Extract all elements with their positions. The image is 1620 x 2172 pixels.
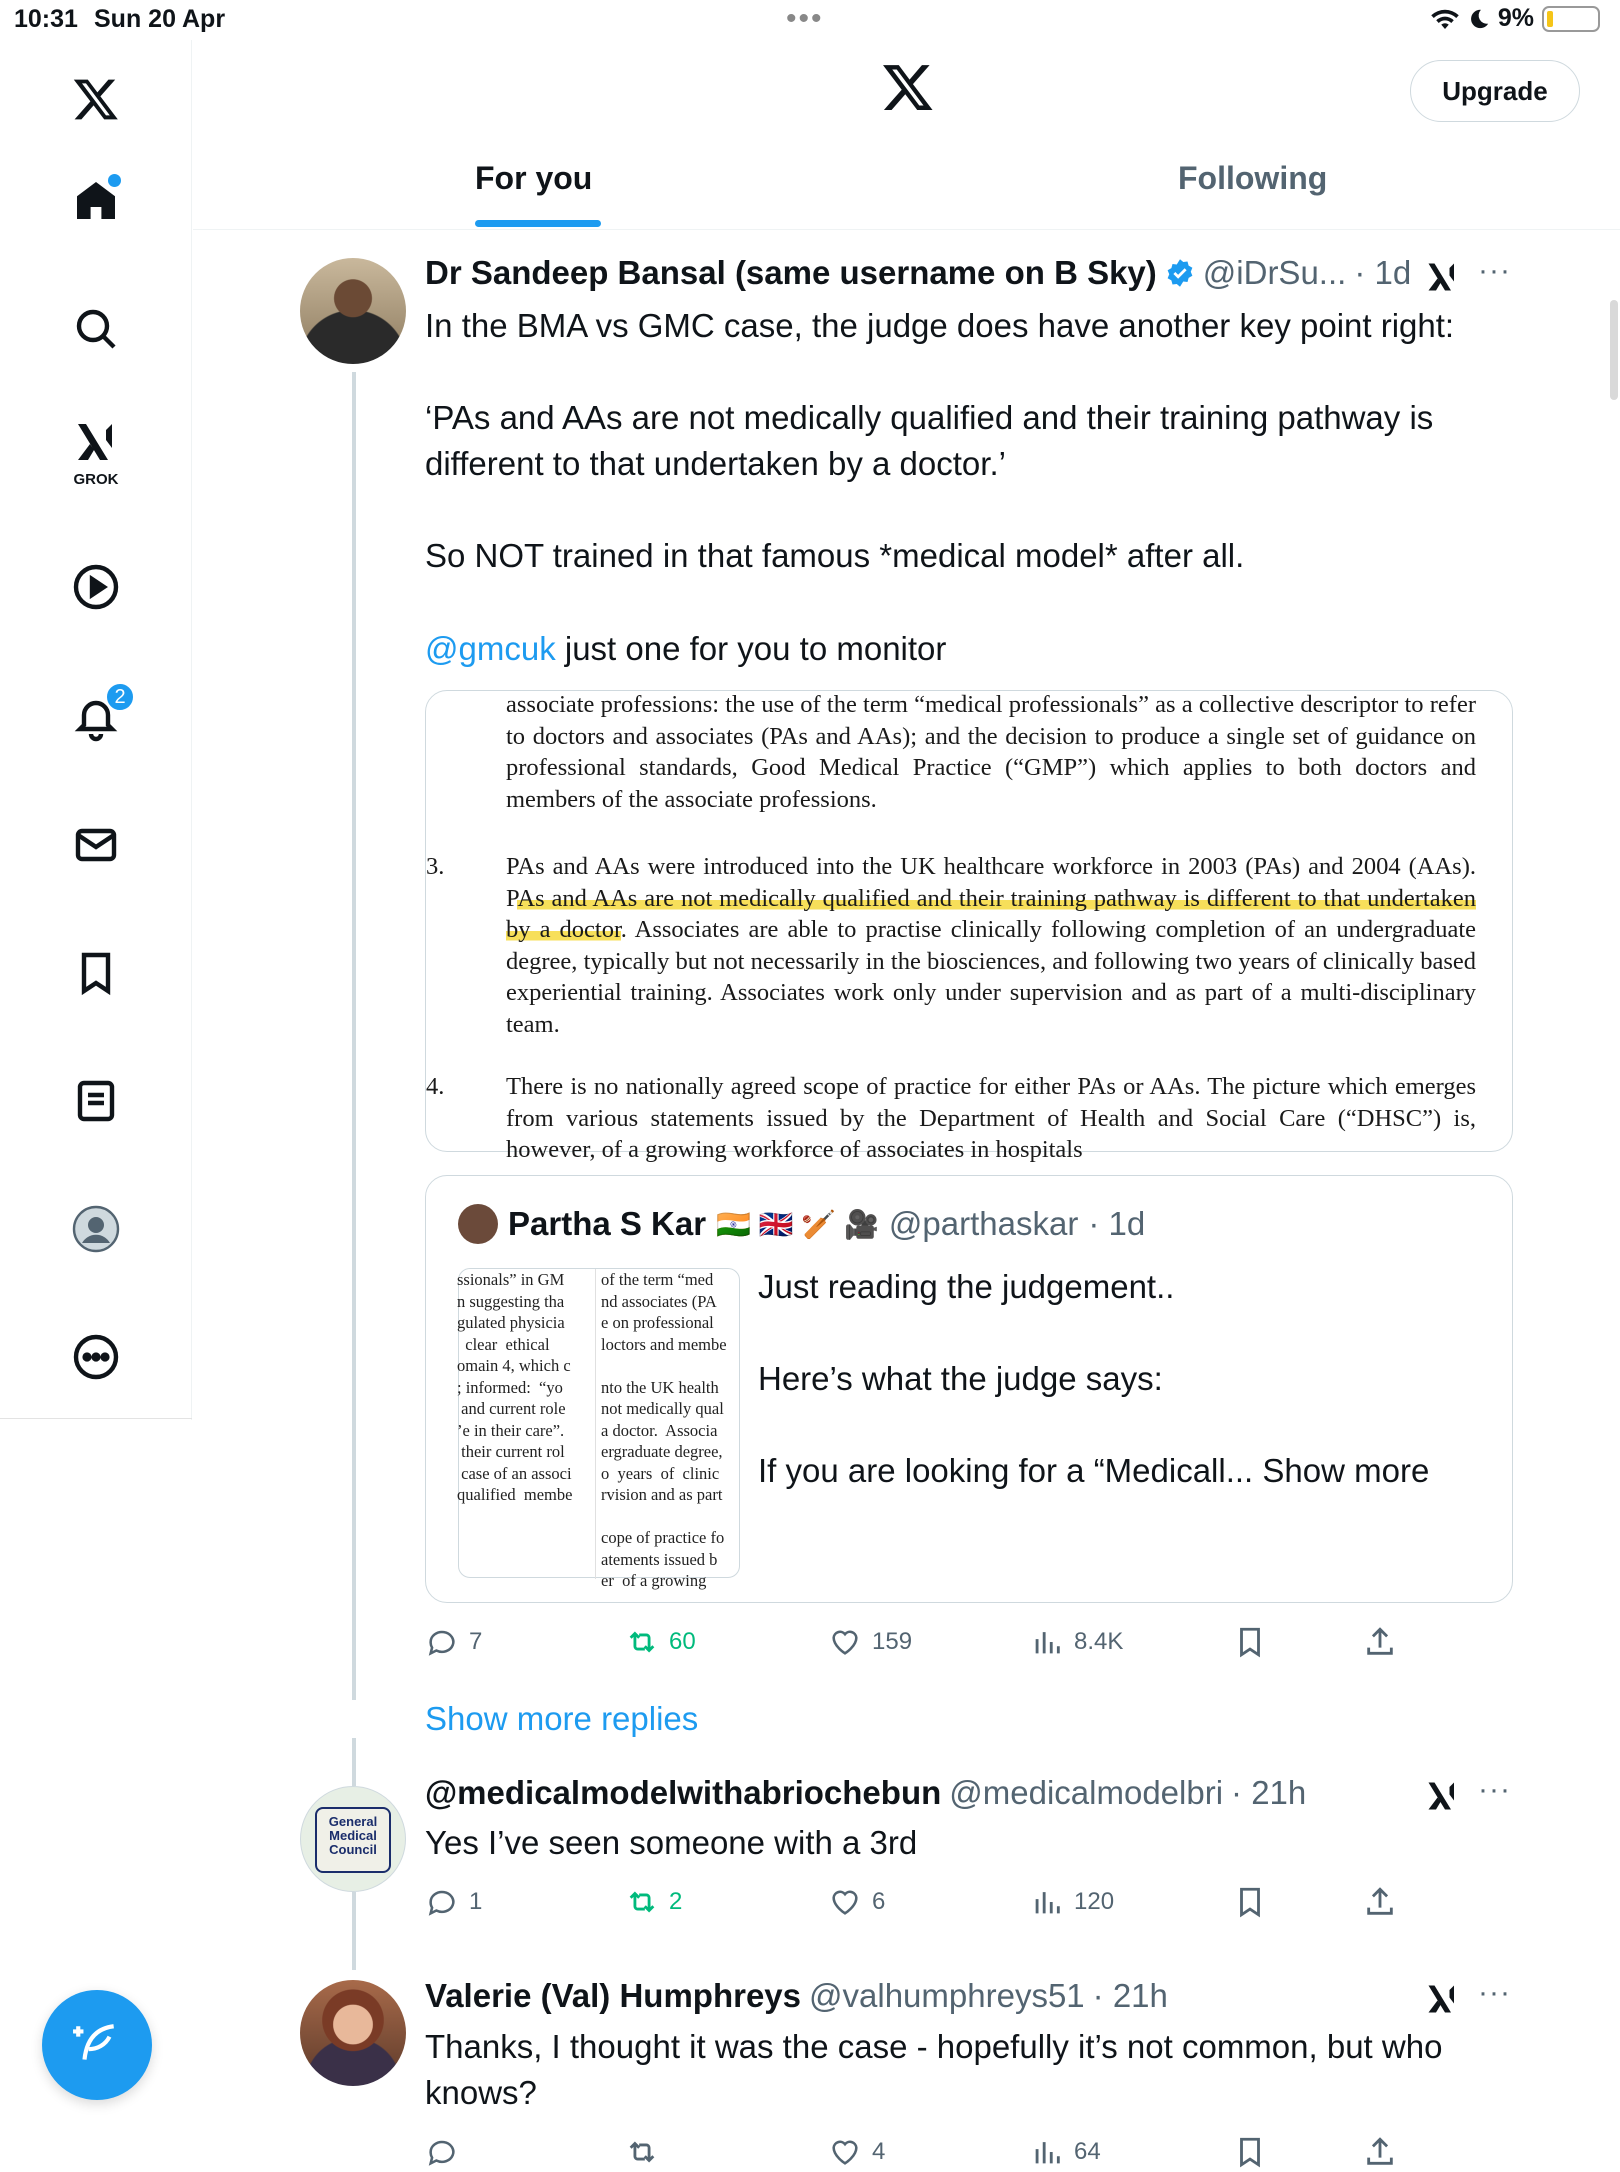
- views-count: 120: [1074, 1888, 1115, 1915]
- author-handle[interactable]: @iDrSu...: [1202, 254, 1347, 291]
- profile-avatar-icon[interactable]: [65, 1198, 127, 1260]
- mention-rest-text: just one for you to monitor: [555, 630, 947, 667]
- views-count: 8.4K: [1074, 1628, 1124, 1655]
- avatar-logo-text: General Medical Council: [315, 1807, 391, 1873]
- doc-paragraph-number: 3.: [426, 853, 445, 880]
- views-button[interactable]: [1030, 1622, 1123, 1662]
- avatar[interactable]: [300, 258, 406, 364]
- repost-icon: [625, 2135, 659, 2169]
- post-actions: [425, 1882, 1425, 1922]
- home-icon[interactable]: [65, 170, 127, 232]
- battery-icon: [1542, 6, 1600, 32]
- thread-line: [352, 1738, 356, 1786]
- x-logo-icon[interactable]: [65, 68, 127, 130]
- tweet-header: [425, 1977, 1168, 2015]
- scrollbar[interactable]: [1610, 300, 1618, 400]
- share-icon: [1363, 1885, 1397, 1919]
- reply-count: 1: [469, 1888, 483, 1915]
- battery-percent: 9%: [1497, 4, 1534, 32]
- grok-icon[interactable]: [65, 420, 127, 488]
- doc-text: . Associates are able to practise clinically following completion of an undergraduate degree, typically but not necessarily in the biosciences, and following two years of clinically based experiential training. Associates work only under supervision and as part of a multi-disciplinary team.: [506, 916, 1477, 1038]
- avatar[interactable]: [300, 1786, 406, 1892]
- lists-icon[interactable]: [65, 1070, 127, 1132]
- share-button[interactable]: [1363, 1882, 1397, 1922]
- thread-line: [352, 372, 356, 1700]
- views-chart-icon: [1030, 1625, 1064, 1659]
- share-button[interactable]: [1363, 1622, 1397, 1662]
- tweet-text: Yes I’ve seen someone with a 3rd: [425, 1824, 918, 1861]
- repost-button[interactable]: [625, 1622, 696, 1662]
- author-name[interactable]: @medicalmodelwithabriochebun: [425, 1774, 942, 1811]
- quote-author-emojis: 🇮🇳 🇬🇧 🏏 🎥: [716, 1208, 879, 1240]
- quote-text: Just reading the judgement.. Here’s what the judge says: If you are looking for a “Medicall... Show more: [758, 1268, 1430, 1489]
- thumb-text-left: ssionals” in GM n suggesting tha gulated physicia clear ethical omain 4, which c ; informed: “yo and current role ’e in their care”. their current rol case of an associ qualified membe: [457, 1270, 573, 1504]
- thread-line: [352, 1892, 356, 1970]
- verified-badge-icon: [1165, 258, 1195, 288]
- post-time[interactable]: · 21h: [1092, 1977, 1168, 2014]
- quote-header: [458, 1204, 1145, 1244]
- views-button[interactable]: [1030, 1882, 1114, 1922]
- mention-link[interactable]: @gmcuk: [425, 630, 556, 667]
- repost-icon: [625, 1885, 659, 1919]
- post-actions: [425, 1622, 1425, 1662]
- views-count: 64: [1074, 2138, 1101, 2165]
- reply-icon: [425, 1625, 459, 1659]
- notifications-icon[interactable]: [65, 686, 127, 748]
- home-unread-dot: [108, 174, 121, 187]
- moon-icon: [1468, 8, 1490, 30]
- post-time[interactable]: · 21h: [1231, 1774, 1307, 1811]
- quote-author-name: Partha S Kar: [508, 1205, 707, 1242]
- grok-explain-icon[interactable]: [1424, 1778, 1460, 1814]
- reply-icon: [425, 1885, 459, 1919]
- reply-button[interactable]: [425, 1622, 482, 1662]
- heart-icon: [828, 1885, 862, 1919]
- compose-feather-icon: [72, 2020, 122, 2070]
- reply-count: 7: [469, 1628, 483, 1655]
- grok-explain-icon[interactable]: [1424, 1981, 1460, 2017]
- tab-for-you[interactable]: For you: [475, 160, 593, 196]
- more-options-icon[interactable]: ···: [1478, 1976, 1511, 2009]
- bookmark-button[interactable]: [1233, 1882, 1267, 1922]
- reply-button[interactable]: [425, 2132, 469, 2172]
- author-name[interactable]: Dr Sandeep Bansal (same username on B Sky): [425, 254, 1157, 291]
- video-icon[interactable]: [65, 556, 127, 618]
- show-more-replies-link[interactable]: Show more replies: [425, 1700, 699, 1737]
- post-actions: [425, 2132, 1425, 2172]
- attached-document-image[interactable]: [425, 690, 1513, 1163]
- sidebar: [0, 40, 192, 1420]
- more-menu-icon[interactable]: [65, 1326, 127, 1388]
- tweet-text: Thanks, I thought it was the case - hopefully it’s not common, but who knows?: [425, 2028, 1452, 2111]
- doc-paragraph: [506, 851, 1476, 1040]
- like-button[interactable]: [828, 1622, 912, 1662]
- repost-icon: [625, 1625, 659, 1659]
- quote-author-handle: @parthaskar: [888, 1205, 1079, 1242]
- like-count: 159: [872, 1628, 913, 1655]
- active-tab-indicator: [475, 220, 601, 227]
- repost-count: 2: [669, 1888, 683, 1915]
- heart-icon: [828, 2135, 862, 2169]
- messages-icon[interactable]: [65, 814, 127, 876]
- status-time: 10:31: [14, 5, 78, 33]
- share-icon: [1363, 2135, 1397, 2169]
- grok-explain-icon[interactable]: [1424, 259, 1460, 295]
- tweet-text-line: So NOT trained in that famous *medical model* after all.: [425, 537, 1245, 574]
- avatar[interactable]: [300, 1980, 406, 2086]
- like-count: 6: [872, 1888, 886, 1915]
- heart-icon: [828, 1625, 862, 1659]
- grok-label: GROK: [73, 471, 119, 488]
- share-icon: [1363, 1625, 1397, 1659]
- notifications-badge: 2: [105, 682, 135, 712]
- thumb-text-right: of the term “med nd associates (PA e on professional loctors and membe nto the UK health not medically qual a doctor. Associa ergraduate degree, o years of clinic rvision and as part cope of practice fo atements issued b er of a growing: [601, 1270, 727, 1590]
- doc-paragraph: There is no nationally agreed scope of practice for either PAs or AAs. The picture which emerges from various statements issued by the Department of Health and Social Care (“DHSC”) is, however, of a growing workforce of associates in hospitals: [506, 1073, 1476, 1163]
- bookmark-icon: [1233, 1625, 1267, 1659]
- like-button[interactable]: [828, 1882, 885, 1922]
- wifi-icon: [1430, 7, 1460, 31]
- author-handle[interactable]: @valhumphreys51: [809, 1977, 1085, 2014]
- quote-image-thumbnail: [457, 1268, 740, 1590]
- bookmark-icon: [1233, 1885, 1267, 1919]
- bookmark-button[interactable]: [1233, 1622, 1267, 1662]
- multitasking-dots-icon[interactable]: •••: [786, 2, 824, 35]
- reply-button[interactable]: [425, 1882, 482, 1922]
- tweet-header: [425, 254, 1411, 292]
- views-chart-icon: [1030, 1885, 1064, 1919]
- author-handle[interactable]: @medicalmodelbri: [949, 1774, 1224, 1811]
- doc-paragraph-number: 4.: [426, 1073, 445, 1100]
- repost-button[interactable]: [625, 2132, 669, 2172]
- search-icon[interactable]: [65, 298, 127, 360]
- status-date: Sun 20 Apr: [94, 5, 226, 33]
- post-time[interactable]: · 1d: [1354, 254, 1412, 291]
- more-options-icon[interactable]: ···: [1478, 1773, 1511, 1806]
- views-chart-icon: [1030, 2135, 1064, 2169]
- quoted-post[interactable]: [425, 1175, 1513, 1603]
- status-bar: [0, 0, 1620, 40]
- quote-avatar: [458, 1204, 498, 1244]
- doc-text: PAs and AAs were introduced into the UK healthcare workforce in 2003 (PAs) and 2004 (AAs). P: [506, 853, 1476, 912]
- timeline-header: [193, 40, 1620, 230]
- tweet-mention-line: [425, 626, 946, 672]
- views-button[interactable]: [1030, 2132, 1101, 2172]
- tweet-header: [425, 1774, 1306, 1812]
- bookmark-button[interactable]: [1233, 2132, 1267, 2172]
- doc-highlight: As and AAs are not medically qualified and their training pathway is different to that undertaken by a doctor: [506, 884, 1476, 943]
- tweet-text-quote: ‘PAs and AAs are not medically qualified and their training pathway is different to that undertaken by a doctor.’: [425, 399, 1443, 482]
- reply-icon: [425, 2135, 459, 2169]
- quote-time: · 1d: [1088, 1205, 1146, 1242]
- like-count: 4: [872, 2138, 886, 2165]
- repost-button[interactable]: [625, 1882, 682, 1922]
- tab-following[interactable]: Following: [1178, 160, 1328, 196]
- bookmark-icon: [1233, 2135, 1267, 2169]
- bookmarks-icon[interactable]: [65, 942, 127, 1004]
- share-button[interactable]: [1363, 2132, 1397, 2172]
- repost-count: 60: [669, 1628, 696, 1655]
- more-options-icon[interactable]: ···: [1478, 254, 1511, 287]
- compose-post-button[interactable]: [42, 1990, 152, 2100]
- sidebar-divider: [0, 1418, 192, 1419]
- doc-paragraph: associate professions: the use of the term “medical professionals” as a collective descriptor to refer to doctors and associates (PAs and AAs); and the decision to produce a single set of guidance on professional standards, Good Medical Practice (“GMP”) which applies to both doctors and members of the associate professions.: [506, 691, 1476, 813]
- author-name[interactable]: Valerie (Val) Humphreys: [425, 1977, 802, 2014]
- like-button[interactable]: [828, 2132, 885, 2172]
- upgrade-button[interactable]: Upgrade: [1410, 60, 1580, 122]
- x-logo-icon[interactable]: [881, 60, 935, 114]
- tweet-text-line: In the BMA vs GMC case, the judge does have another key point right:: [425, 307, 1455, 344]
